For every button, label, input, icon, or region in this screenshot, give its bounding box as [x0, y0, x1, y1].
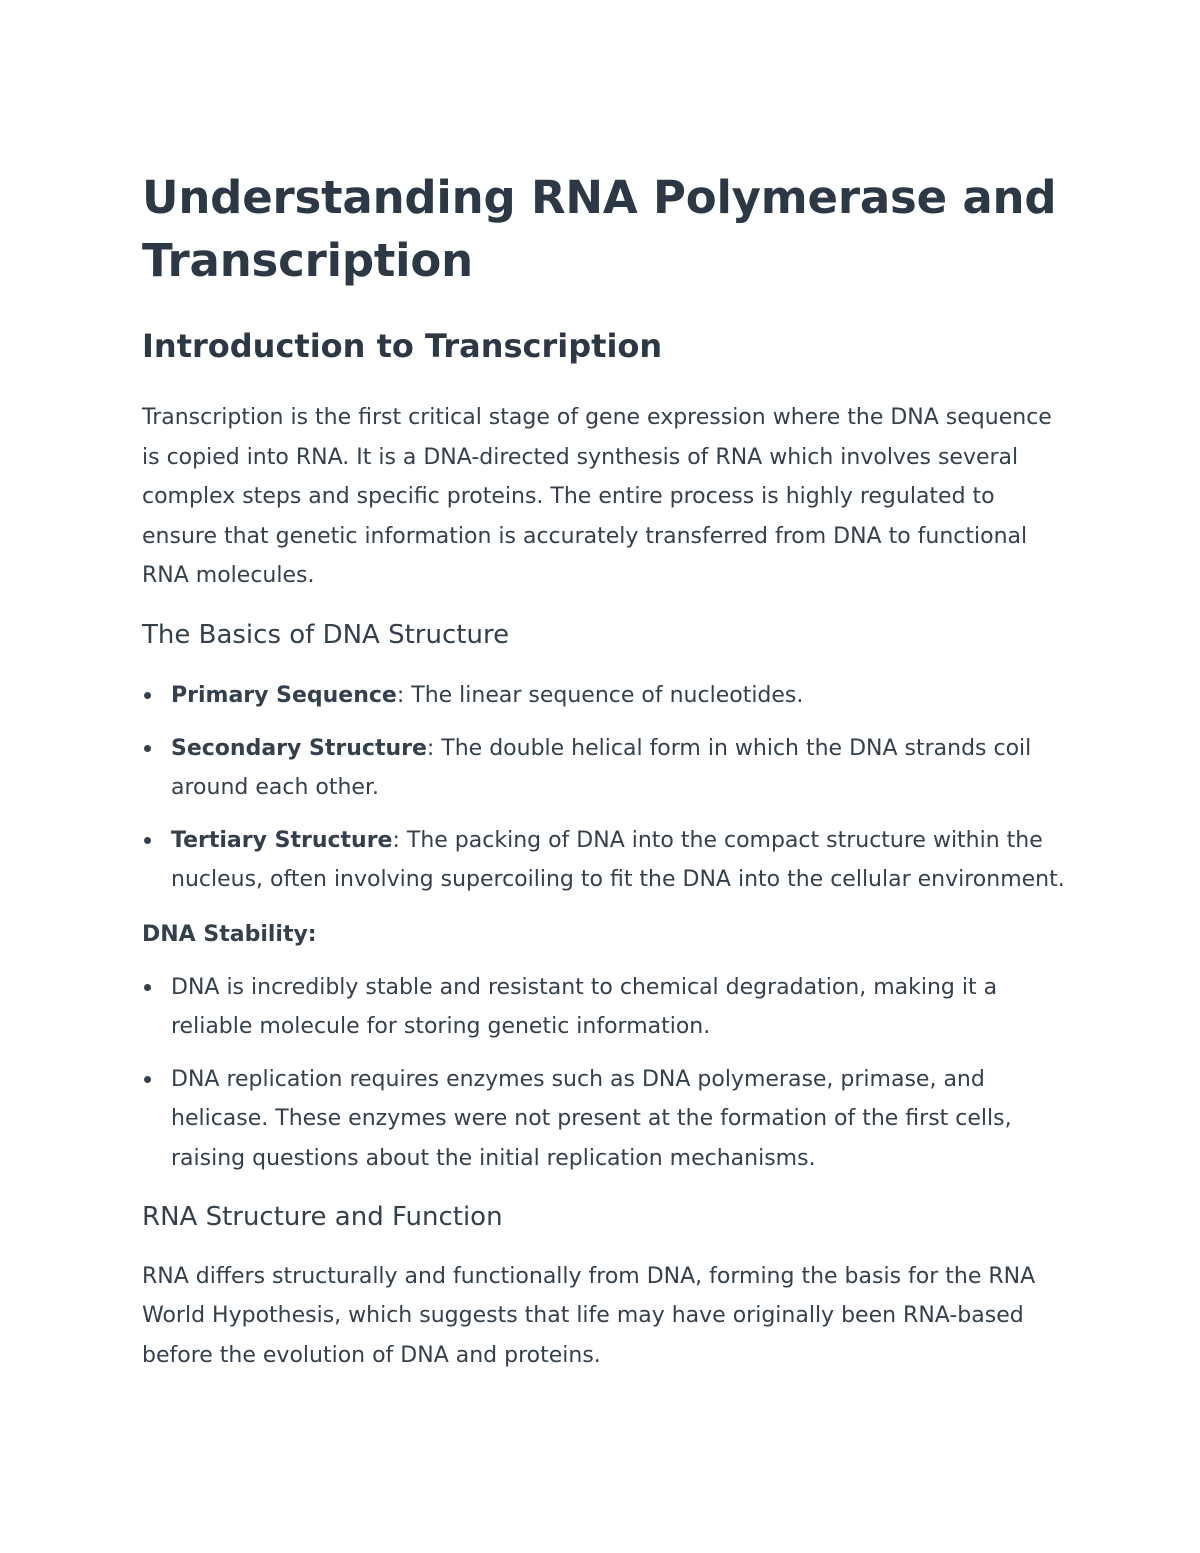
- bullet-icon: [144, 745, 151, 752]
- list-item-term: Tertiary Structure: [171, 827, 393, 853]
- heading-dna-structure: The Basics of DNA Structure: [142, 619, 510, 650]
- heading-rna-structure: RNA Structure and Function: [142, 1201, 503, 1232]
- list-item-text: DNA replication requires enzymes such as DNA polymerase, primase, and helicase. These enzymes were not present at the formation of the first cells, raising questions about the initial replication mechanisms.: [171, 1066, 1012, 1171]
- bullet-icon: [144, 692, 151, 699]
- list-item: [142, 821, 1072, 900]
- list-item-text: : The linear sequence of nucleotides.: [396, 682, 804, 708]
- dna-stability-label: DNA Stability:: [142, 921, 317, 947]
- bullet-icon: [144, 837, 151, 844]
- rna-paragraph: RNA differs structurally and functionally from DNA, forming the basis for the RNA World Hypothesis, which suggests that life may have originally been RNA-based before the evolution of DNA and proteins.: [142, 1263, 1036, 1368]
- heading-introduction: Introduction to Transcription: [142, 327, 663, 365]
- list-item-text: : The double helical form in which the DNA strands coil around each other.: [171, 735, 1032, 801]
- introduction-paragraph: Transcription is the first critical stage of gene expression where the DNA sequence is copied into RNA. It is a DNA-directed synthesis of RNA which involves several complex steps and specific proteins. The entire process is highly regulated to ensure that genetic information is accurately transferred from DNA to functional RNA molecules.: [142, 405, 1052, 589]
- list-item-term: Secondary Structure: [171, 735, 427, 761]
- bullet-icon: [144, 984, 151, 991]
- list-item: [142, 968, 1072, 1047]
- list-item-text: DNA is incredibly stable and resistant to chemical degradation, making it a reliable molecule for storing genetic information.: [171, 974, 998, 1040]
- list-item-text: : The packing of DNA into the compact structure within the nucleus, often involving supercoiling to fit the DNA into the cellular environment.: [171, 827, 1065, 893]
- dna-structure-list: [142, 676, 1072, 900]
- list-item: [142, 729, 1072, 808]
- document-title: Understanding RNA Polymerase and Transcription: [142, 171, 1057, 287]
- document-page: [142, 166, 1072, 1375]
- list-item: [142, 1060, 1072, 1179]
- list-item-term: Primary Sequence: [171, 682, 397, 708]
- list-item: [142, 676, 1072, 716]
- bullet-icon: [144, 1076, 151, 1083]
- dna-stability-list: [142, 968, 1072, 1179]
